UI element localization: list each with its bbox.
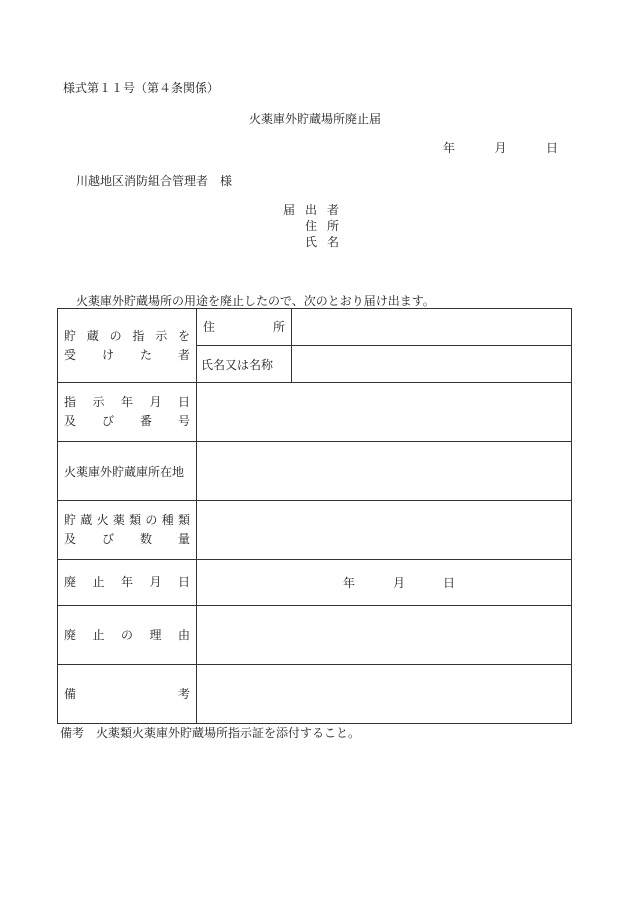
remarks-row (58, 665, 572, 724)
explosives-label: 貯 蔵 火 薬 類 の 種 類 及 び 数 量 (58, 501, 197, 560)
reason-label: 廃 止 の 理 由 (58, 606, 197, 665)
recipient-address-label: 住 所 (197, 309, 292, 346)
explosives-row (58, 501, 572, 560)
footnote: 備考 火薬類火薬庫外貯蔵場所指示証を添付すること。 (60, 726, 361, 740)
recipient-label: 貯 蔵 の 指 示 を 受 け た 者 (58, 309, 197, 383)
location-label: 火薬庫外貯蔵庫所在地 (58, 442, 197, 501)
intro-text: 火薬庫外貯蔵場所の用途を廃止したので、次のとおり届け出ます。 (76, 294, 435, 308)
recipient-address-row (58, 309, 572, 346)
recipient-name-label: 氏名又は名称 (197, 346, 292, 383)
abolition-date-row (58, 560, 572, 606)
instruction-date-label: 指 示 年 月 日 及 び 番 号 (58, 383, 197, 442)
location-row (58, 442, 572, 501)
applicant-block (283, 202, 349, 250)
recipient-name-field[interactable] (292, 346, 572, 383)
abolition-date-field[interactable] (197, 560, 572, 606)
abolition-year: 年 (342, 576, 355, 590)
abolition-date-label: 廃 止 年 月 日 (58, 560, 197, 606)
recipient-address-field[interactable] (292, 309, 572, 346)
applicant-heading: 届 出 者 (283, 203, 340, 217)
addressee: 川越地区消防組合管理者 様 (76, 174, 233, 188)
applicant-name-label: 氏 名 (305, 235, 340, 249)
applicant-address-label: 住 所 (305, 219, 340, 233)
location-field[interactable] (197, 442, 572, 501)
notification-form-table (57, 308, 572, 724)
instruction-date-row (58, 383, 572, 442)
date-month: 月 (494, 141, 507, 155)
abolition-day: 日 (443, 576, 456, 590)
reason-row (58, 606, 572, 665)
submission-date (443, 139, 558, 156)
document-title: 火薬庫外貯蔵場所廃止届 (248, 112, 381, 126)
explosives-field[interactable] (197, 501, 572, 560)
instruction-date-field[interactable] (197, 383, 572, 442)
remarks-label: 備 考 (58, 665, 197, 724)
date-day: 日 (545, 141, 558, 155)
form-number: 様式第１１号（第４条関係） (63, 81, 220, 95)
remarks-field[interactable] (197, 665, 572, 724)
date-year: 年 (443, 141, 456, 155)
abolition-month: 月 (392, 576, 405, 590)
reason-field[interactable] (197, 606, 572, 665)
